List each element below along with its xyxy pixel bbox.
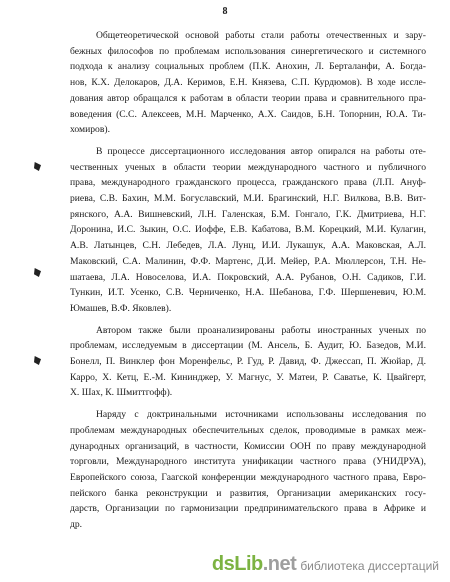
text-line: риева, С.В. Бахин, М.М. Богуславский, М.И. Брагинский, Н.Г. Вилкова, В.В. Вит- (70, 193, 426, 205)
text-line: Общетеоретической основой работы стали работы отечественных и зару- (96, 30, 426, 41)
text-line: проблемам международных обеспечительных сделок, проводимые в рамках меж- (70, 424, 426, 436)
text-line: Европейского союза, Гаагской конференции международного частного права, Евро- (70, 471, 426, 483)
margin-mark (34, 268, 41, 277)
text-line: Юмашев, В.Ф. Яковлев). (70, 302, 172, 314)
text-line: Маковский, С.А. Малинин, Ф.Ф. Мартенс, Д.И. Мейер, Р.А. Мюллерсон, Т.Н. Не- (70, 255, 426, 267)
watermark-logo (209, 550, 442, 578)
text-line: пейского банка реконструкции и развития, Организации американских госу- (70, 487, 426, 499)
text-line: Х. Шах, К. Шмиттгофф). (70, 387, 173, 399)
text-line: дарств, Организации по гармонизации предпринимательского права в Африке и (70, 503, 426, 515)
body-text (70, 28, 426, 533)
text-line: рянского, А.А. Вишневский, Л.Н. Галенская, Б.М. Гонгало, Г.К. Дмитриева, Н.Г. (70, 208, 426, 220)
text-line: проблемам, исследуемым в диссертации (М. Ансель, Б. Аудит, Ю. Базедов, М.И. (70, 340, 426, 352)
text-line: Наряду с доктринальными источниками использованы исследования по (96, 409, 426, 421)
text-line: дования автор обращался к работам в области теории права и сравнительного пра- (70, 92, 426, 104)
text-line: В процессе диссертационного исследования автор опирался на работы оте- (96, 145, 426, 157)
watermark-brand: dsLib.net (211, 552, 297, 575)
text-line: бежных философов по проблемам использования синергетического и системного (70, 45, 426, 57)
margin-mark (34, 162, 41, 171)
margin-mark (34, 356, 41, 365)
text-line: Доронина, И.С. Зыкин, О.С. Иоффе, Е.В. Кабатова, В.М. Корецкий, М.И. Кулагин, (70, 224, 426, 236)
text-line: Автором также были проанализированы работы иностранных ученых по (96, 324, 426, 336)
text-line: чественных ученых в области теории международного частного и публичного (70, 161, 426, 173)
text-line: Бонелл, П. Винклер фон Моренфельс, Р. Гуд, Р. Давид, Ф. Джессап, П. Жюйар, Д. (70, 356, 426, 368)
watermark-caption: библиотека диссертаций (300, 559, 439, 573)
text-line: Карро, Х. Кетц, Е.-М. Кининджер, У. Магнус, У. Матеи, Р. Саватье, К. Цвайгерт, (70, 371, 426, 383)
text-line: хомиров). (70, 124, 110, 136)
page-number: 8 (222, 6, 228, 17)
text-line: торговли, Международного института унификации частного права (УНИДРУА), (70, 456, 426, 468)
text-line: права, международного гражданского процесса, гражданского права (Л.П. Ануф- (70, 177, 426, 189)
text-line: воведения (С.С. Алексеев, М.Н. Марченко, А.Х. Саидов, Б.Н. Топорнин, Ю.А. Ти- (70, 108, 426, 120)
text-line: др. (70, 519, 83, 531)
text-line: шатаева, Л.А. Новоселова, И.А. Покровский, А.А. Рубанов, О.Н. Садиков, Г.И. (70, 271, 426, 283)
text-line: нов, К.Х. Делокаров, Д.А. Керимов, Е.Н. Князева, С.П. Курдюмов). В ходе иссле- (70, 77, 426, 89)
text-line: Тункин, И.Т. Усенко, С.В. Черниченко, Н.А. Шебанова, Г.Ф. Шершеневич, Ю.М. (70, 287, 426, 299)
text-line: А.В. Латынцев, С.Н. Лебедев, Л.А. Лунц, И.И. Лукашук, А.А. Маковская, А.Л. (70, 240, 426, 252)
text-line: дународных организаций, в частности, Комиссии ООН по праву международной (70, 440, 426, 452)
text-line: подхода к анализу социальных проблем (П.К. Анохин, Л. Берталанфи, А. Богда- (70, 61, 426, 73)
